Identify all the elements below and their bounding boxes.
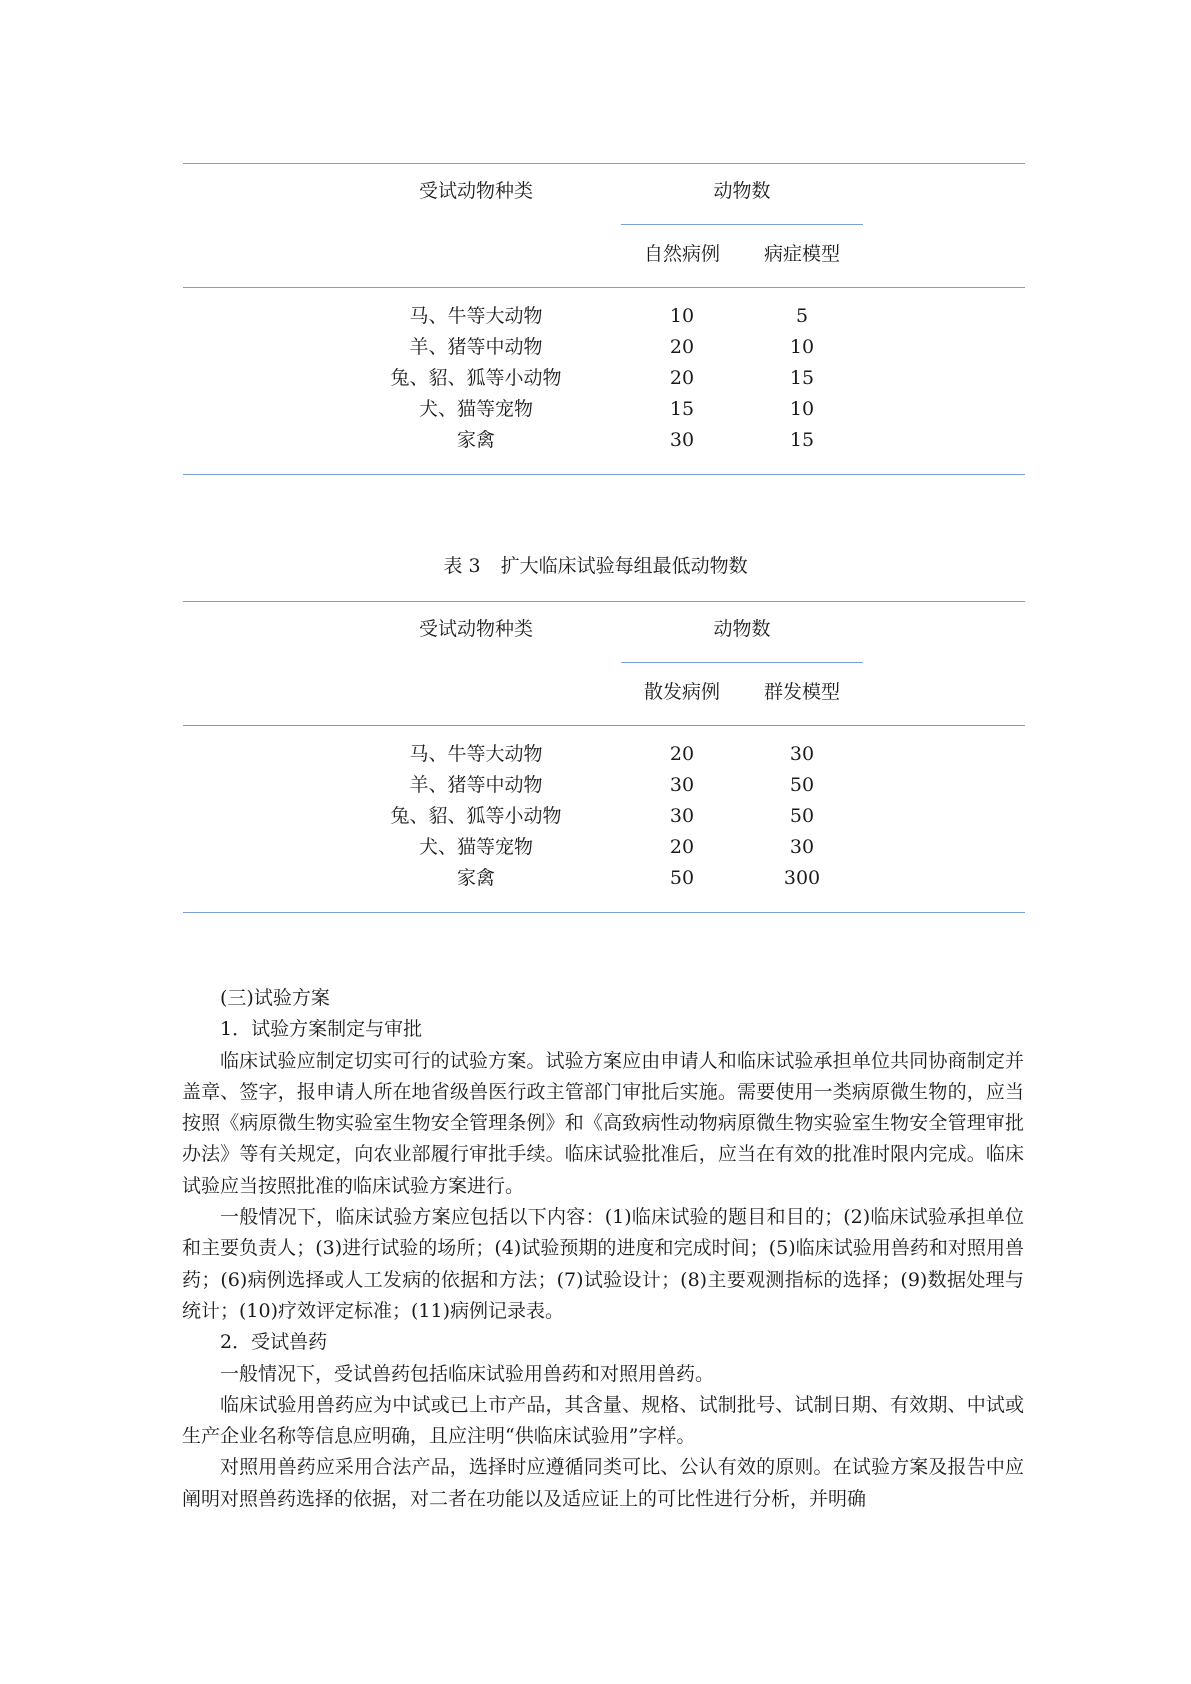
row-value-1: 30 <box>669 429 695 451</box>
caption-title: 扩大临床试验每组最低动物数 <box>500 555 748 577</box>
body-text <box>182 983 1024 1515</box>
row-species: 马、牛等大动物 <box>409 743 543 765</box>
row-value-2: 30 <box>789 836 815 858</box>
table-bottom-rule <box>183 912 1025 913</box>
row-value-1: 20 <box>669 836 695 858</box>
header-subrule <box>621 224 863 225</box>
paragraph: 临床试验应制定切实可行的试验方案。试验方案应由申请人和临床试验承担单位共同协商制定并盖章、签字，报申请人所在地省级兽医行政主管部门审批后实施。需要使用一类病原微生物的，应当按照《病原微生物实验室生物安全管理条例》和《高致病性动物病原微生物实验室生物安全管理审批办法》等有关规定，向农业部履行审批手续。临床试验批准后，应当在有效的批准时限内完成。临床试验应当按照批准的临床试验方案进行。 <box>182 1049 1024 1197</box>
row-value-1: 15 <box>669 398 695 420</box>
row-value-2: 50 <box>789 805 815 827</box>
header-subrule <box>621 662 863 663</box>
row-value-1: 20 <box>669 336 695 358</box>
row-species: 犬、猫等宠物 <box>418 836 534 858</box>
paragraph: 一般情况下，受试兽药包括临床试验用兽药和对照用兽药。 <box>220 1362 715 1385</box>
row-value-2: 10 <box>789 336 815 358</box>
row-species: 马、牛等大动物 <box>409 305 543 327</box>
section-heading: (三)试验方案 <box>220 987 330 1009</box>
row-value-2: 15 <box>789 367 815 389</box>
table-1 <box>183 163 1025 476</box>
caption-number: 表 3 <box>443 555 481 577</box>
row-value-1: 20 <box>669 367 695 389</box>
row-value-1: 30 <box>669 774 695 796</box>
row-species: 兔、貂、狐等小动物 <box>390 805 562 827</box>
col-header-2: 群发模型 <box>763 681 841 703</box>
row-species: 羊、猪等中动物 <box>409 336 543 358</box>
row-species: 家禽 <box>456 429 496 451</box>
row-species: 羊、猪等中动物 <box>409 774 543 796</box>
table-top-rule <box>183 601 1025 602</box>
paragraph: 一般情况下，临床试验方案应包括以下内容：(1)临床试验的题目和目的；(2)临床试验承担单位和主要负责人；(3)进行试验的场所；(4)试验预期的进度和完成时间；(5)临床试验用兽药和对照用兽药；(6)病例选择或人工发病的依据和方法；(7)试验设计；(8)主要观测指标的选择；(9)数据处理与统计；(10)疗效评定标准；(11)病例记录表。 <box>182 1206 1024 1322</box>
header-count: 动物数 <box>713 618 771 640</box>
table-caption <box>0 554 1191 578</box>
row-species: 家禽 <box>456 867 496 889</box>
col-header-2: 病症模型 <box>763 243 841 265</box>
row-value-2: 300 <box>783 867 821 889</box>
header-species: 受试动物种类 <box>418 618 534 640</box>
table-bottom-rule <box>183 474 1025 475</box>
row-species: 犬、猫等宠物 <box>418 398 534 420</box>
row-value-1: 30 <box>669 805 695 827</box>
col-header-1: 自然病例 <box>643 243 721 265</box>
subsection-heading: 1．试验方案制定与审批 <box>220 1018 423 1041</box>
row-value-2: 15 <box>789 429 815 451</box>
table-top-rule <box>183 163 1025 164</box>
col-header-1: 散发病例 <box>643 681 721 703</box>
row-value-2: 50 <box>789 774 815 796</box>
subsection-heading: 2．受试兽药 <box>220 1331 328 1354</box>
row-value-1: 20 <box>669 743 695 765</box>
header-species: 受试动物种类 <box>418 180 534 202</box>
row-value-2: 30 <box>789 743 815 765</box>
header-bottom-rule <box>183 725 1025 726</box>
row-species: 兔、貂、狐等小动物 <box>390 367 562 389</box>
header-bottom-rule <box>183 287 1025 288</box>
header-count: 动物数 <box>713 180 771 202</box>
row-value-2: 10 <box>789 398 815 420</box>
row-value-1: 10 <box>669 305 695 327</box>
table-2 <box>183 601 1025 914</box>
row-value-1: 50 <box>669 867 695 889</box>
paragraph: 对照用兽药应采用合法产品，选择时应遵循同类可比、公认有效的原则。在试验方案及报告中应阐明对照兽药选择的依据，对二者在功能以及适应证上的可比性进行分析，并明确 <box>182 1456 1024 1510</box>
row-value-2: 5 <box>795 305 809 327</box>
paragraph: 临床试验用兽药应为中试或已上市产品，其含量、规格、试制批号、试制日期、有效期、中试或生产企业名称等信息应明确，且应注明“供临床试验用”字样。 <box>182 1393 1024 1448</box>
